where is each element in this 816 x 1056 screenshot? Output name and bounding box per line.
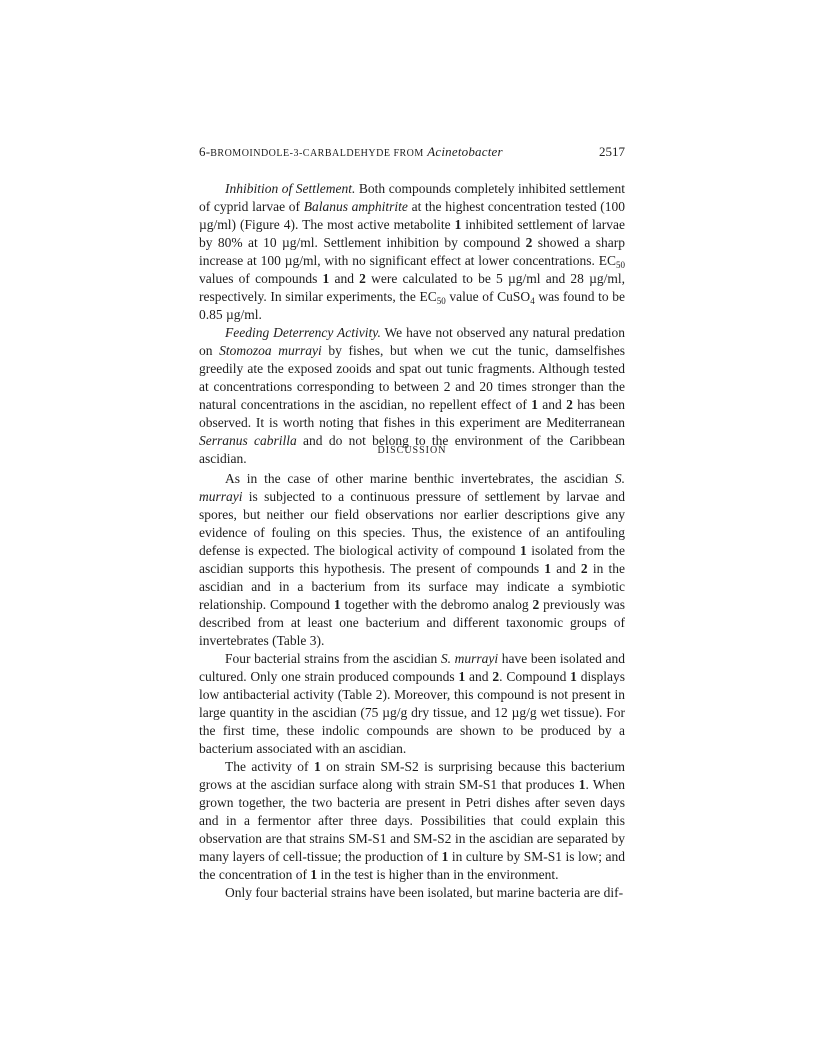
subscript: 50 xyxy=(616,260,625,270)
text-run: in culture by SM-S1 is low; and the concentration of xyxy=(199,849,625,882)
running-title-smallcaps: BROMOINDOLE-3-CARBALDEHYDE FROM xyxy=(210,148,424,159)
text-run: . Compound xyxy=(499,669,571,684)
compound-ref: 1 xyxy=(313,759,321,774)
species-name: S. murrayi xyxy=(440,651,499,666)
text-run: The activity of xyxy=(225,759,314,774)
subscript: 4 xyxy=(530,296,535,306)
species-name: Balanus amphitrite xyxy=(303,199,408,214)
text-run: in the ascidian and in a bacterium from its surface may indicate a symbiotic relationship. Compound xyxy=(199,561,625,612)
text-run: Only four bacterial strains have been isolated, but marine bacteria are dif- xyxy=(225,885,624,900)
discussion-heading: DISCUSSION xyxy=(377,445,447,456)
text-run: at the highest concentration tested (100 µg/ml) (Figure 4). The most active metabolite xyxy=(199,199,626,232)
text-run: Four bacterial strains from the ascidian xyxy=(225,651,441,666)
compound-ref: 2 xyxy=(532,597,540,612)
text-run: was found to be 0.85 µg/ml. xyxy=(199,289,625,322)
text-run: and do not belong to the environment of the Caribbean ascidian. xyxy=(199,433,625,466)
compound-ref: 2 xyxy=(580,561,588,576)
text-run: previously was described from at least one bacterium and different taxonomic groups of invertebrates (Table 3). xyxy=(199,597,625,648)
compound-ref: 1 xyxy=(310,867,318,882)
text-run: isolated from the ascidian supports this hypothesis. The present of compounds xyxy=(199,543,626,576)
text-run: . When grown together, the two bacteria are present in Petri dishes after seven days and in a fermentor after three days. Possibilities that could explain this observation are that strains SM-S1 and SM-S2 in the ascidian are separated by many layers of cell-tissue; the production of xyxy=(199,777,625,864)
text-run: displays low antibacterial activity (Table 2). Moreover, this compound is not present in large quantity in the ascidian (75 µg/g dry tissue, and 12 µg/g wet tissue). For the first time, these indolic compounds are shown to be produced by a bacterium associated with an ascidian. xyxy=(199,669,625,756)
compound-ref: 2 xyxy=(492,669,500,684)
compound-ref: 1 xyxy=(531,397,538,412)
compound-ref: 1 xyxy=(454,217,462,232)
discussion-paragraph-2 xyxy=(199,650,625,758)
compound-ref: 1 xyxy=(544,561,552,576)
results-section xyxy=(199,180,625,468)
running-head xyxy=(199,143,625,163)
settlement-paragraph xyxy=(199,180,625,324)
compound-ref: 2 xyxy=(359,271,366,286)
text-run: As in the case of other marine benthic invertebrates, the ascidian xyxy=(225,471,615,486)
feeding-heading: Feeding Deterrency Activity. xyxy=(225,325,381,340)
text-run: by fishes, but when we cut the tunic, damselfishes greedily ate the exposed zooids and spat out tunic fragments. Although tested at concentrations corresponding to between 2 and 20 times stronger than the natural concentrations in the ascidian, no repellent effect of xyxy=(199,343,625,412)
text-run: value of CuSO xyxy=(445,289,531,304)
text-run: and xyxy=(551,561,581,576)
text-run: showed a sharp increase at 100 µg/ml, with no significant effect at lower concentrations. EC xyxy=(199,235,625,268)
species-name: Serranus cabrilla xyxy=(199,433,297,448)
compound-ref: 1 xyxy=(458,669,466,684)
compound-ref: 1 xyxy=(441,849,449,864)
discussion-section xyxy=(199,470,625,902)
running-title-prefix: 6- xyxy=(199,144,211,159)
compound-ref: 1 xyxy=(333,597,341,612)
text-run: and xyxy=(329,271,360,286)
species-name: Stomozoa murrayi xyxy=(219,343,322,358)
text-run: on strain SM-S2 is surprising because this bacterium grows at the ascidian surface along with strain SM-S1 that produces xyxy=(199,759,625,792)
compound-ref: 1 xyxy=(322,271,330,286)
running-title xyxy=(199,143,503,163)
text-run: were calculated to be 5 µg/ml and 28 µg/ml, respectively. In similar experiments, the EC xyxy=(199,271,625,304)
discussion-paragraph-3 xyxy=(199,758,625,884)
text-run: is subjected to a continuous pressure of settlement by larvae and spores, but neither our field observations nor earlier descriptions give any evidence of fouling on this species. Thus, the existence of an antifouling defense is expected. The biological activity of compound xyxy=(199,489,625,558)
text-run: together with the debromo analog xyxy=(340,597,533,612)
compound-ref: 2 xyxy=(566,397,573,412)
text-run: have been isolated and cultured. Only one strain produced compounds xyxy=(199,651,626,684)
text-run: We have not observed any natural predation on xyxy=(199,325,625,358)
text-run: in the test is higher than in the environment. xyxy=(317,867,559,882)
compound-ref: 1 xyxy=(578,777,586,792)
text-run: Both compounds completely inhibited settlement of cyprid larvae of xyxy=(199,181,625,214)
running-title-genus: Acinetobacter xyxy=(427,144,503,159)
text-run: inhibited settlement of larvae by 80% at 10 µg/ml. Settlement inhibition by compound xyxy=(199,217,625,250)
discussion-paragraph-1 xyxy=(199,470,625,650)
text-run: values of compounds xyxy=(199,271,323,286)
page-number: 2517 xyxy=(599,144,625,159)
subscript: 50 xyxy=(436,296,446,306)
compound-ref: 2 xyxy=(525,235,533,250)
settlement-heading: Inhibition of Settlement. xyxy=(225,181,356,196)
text-run: and xyxy=(537,397,567,412)
species-name: S. murrayi xyxy=(199,471,625,504)
text-run: and xyxy=(465,669,493,684)
text-run: has been observed. It is worth noting that fishes in this experiment are Mediterranean xyxy=(199,397,625,430)
compound-ref: 1 xyxy=(570,669,577,684)
discussion-paragraph-4 xyxy=(199,884,625,902)
compound-ref: 1 xyxy=(520,543,527,558)
